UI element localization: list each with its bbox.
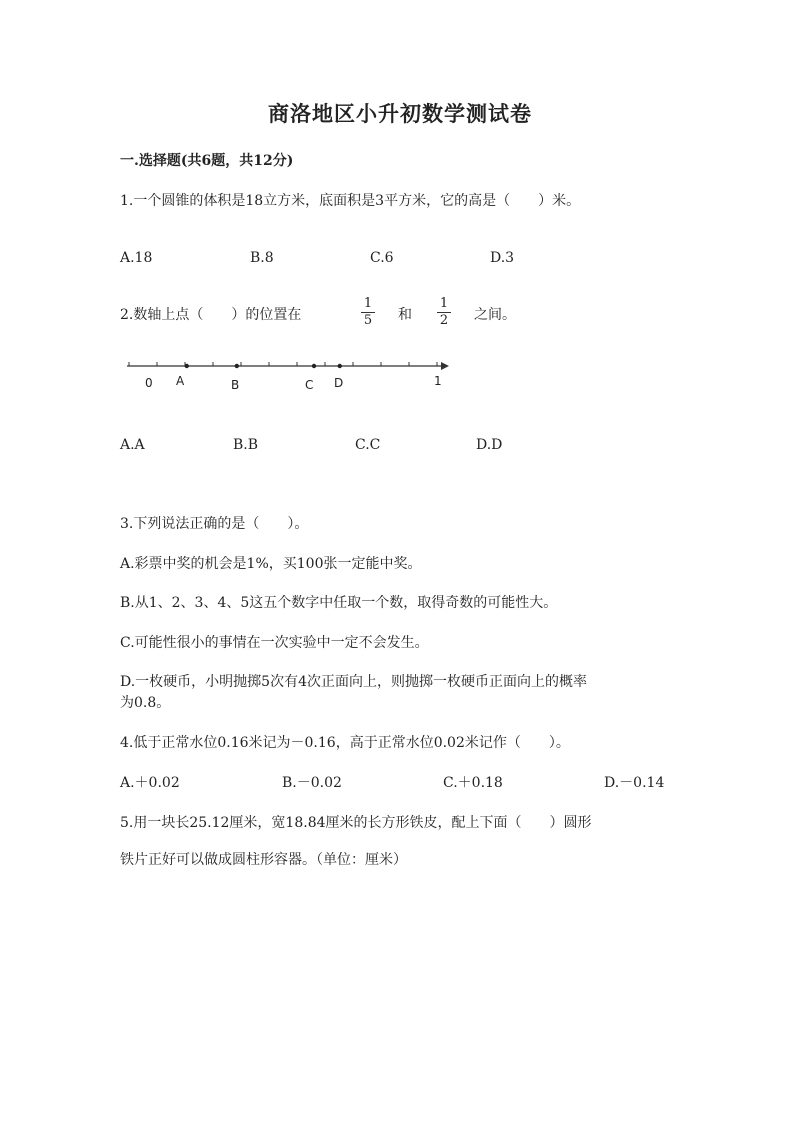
q1-option-d: D.3 — [490, 250, 515, 266]
q2-option-a: A.A — [120, 437, 145, 453]
question-3-text: 3.下列说法正确的是（ ）。 — [120, 516, 309, 532]
q1-option-c: C.6 — [370, 250, 394, 266]
fraction-denominator: 2 — [439, 313, 449, 328]
number-line — [125, 356, 455, 396]
fraction-one-half — [434, 297, 454, 328]
number-line-point-d — [338, 364, 342, 368]
q3-option-c: C.可能性很小的事情在一次实验中一定不会发生。 — [120, 635, 429, 651]
fraction-numerator: 1 — [439, 296, 449, 311]
question-2-suffix: 之间。 — [474, 307, 516, 323]
fraction-denominator: 5 — [363, 313, 373, 328]
number-line-label-c: C — [305, 378, 314, 392]
number-line-point-a — [185, 364, 189, 368]
page-title: 商洛地区小升初数学测试卷 — [268, 101, 532, 126]
q4-option-c: C.＋0.18 — [443, 775, 503, 791]
q3-option-d-continued: 为0.8。 — [120, 695, 171, 711]
number-line-point-c — [312, 364, 316, 368]
q3-option-a: A.彩票中奖的机会是1%，买100张一定能中奖。 — [120, 556, 422, 572]
number-line-label-0: 0 — [145, 376, 153, 390]
q4-option-a: A.＋0.02 — [120, 775, 180, 791]
fraction-numerator: 1 — [363, 296, 373, 311]
number-line-point-b — [235, 364, 239, 368]
number-line-label-a: A — [176, 374, 185, 388]
question-2-mid: 和 — [398, 307, 412, 323]
question-1-text: 1.一个圆锥的体积是18立方米，底面积是3平方米，它的高是（ ）米。 — [120, 193, 581, 209]
number-line-arrow — [441, 362, 449, 370]
q3-option-d: D.一枚硬币，小明抛掷5次有4次正面向上，则抛掷一枚硬币正面向上的概率 — [120, 674, 587, 690]
number-line-label-1: 1 — [434, 374, 442, 388]
q2-option-b: B.B — [233, 437, 259, 453]
question-4-text: 4.低于正常水位0.16米记为－0.16，高于正常水位0.02米记作（ ）。 — [120, 735, 570, 751]
q4-option-d: D.－0.14 — [604, 775, 665, 791]
number-line-svg — [125, 356, 455, 396]
number-line-label-b: B — [231, 378, 240, 392]
q1-option-a: A.18 — [120, 250, 153, 266]
fraction-one-fifth — [358, 297, 378, 328]
q3-option-b: B.从1、2、3、4、5这五个数字中任取一个数，取得奇数的可能性大。 — [120, 595, 558, 611]
q4-option-b: B.－0.02 — [282, 775, 342, 791]
q1-option-b: B.8 — [250, 250, 274, 266]
question-5-line-2: 铁片正好可以做成圆柱形容器。（单位：厘米） — [120, 852, 407, 868]
q2-option-c: C.C — [355, 437, 381, 453]
question-5-line-1: 5.用一块长25.12厘米，宽18.84厘米的长方形铁皮，配上下面（ ）圆形 — [120, 815, 592, 831]
section-heading: 一.选择题(共6题，共12分) — [120, 153, 294, 169]
number-line-label-d: D — [334, 376, 344, 390]
q2-option-d: D.D — [476, 437, 503, 453]
question-2-prefix: 2.数轴上点（ ）的位置在 — [120, 307, 302, 323]
